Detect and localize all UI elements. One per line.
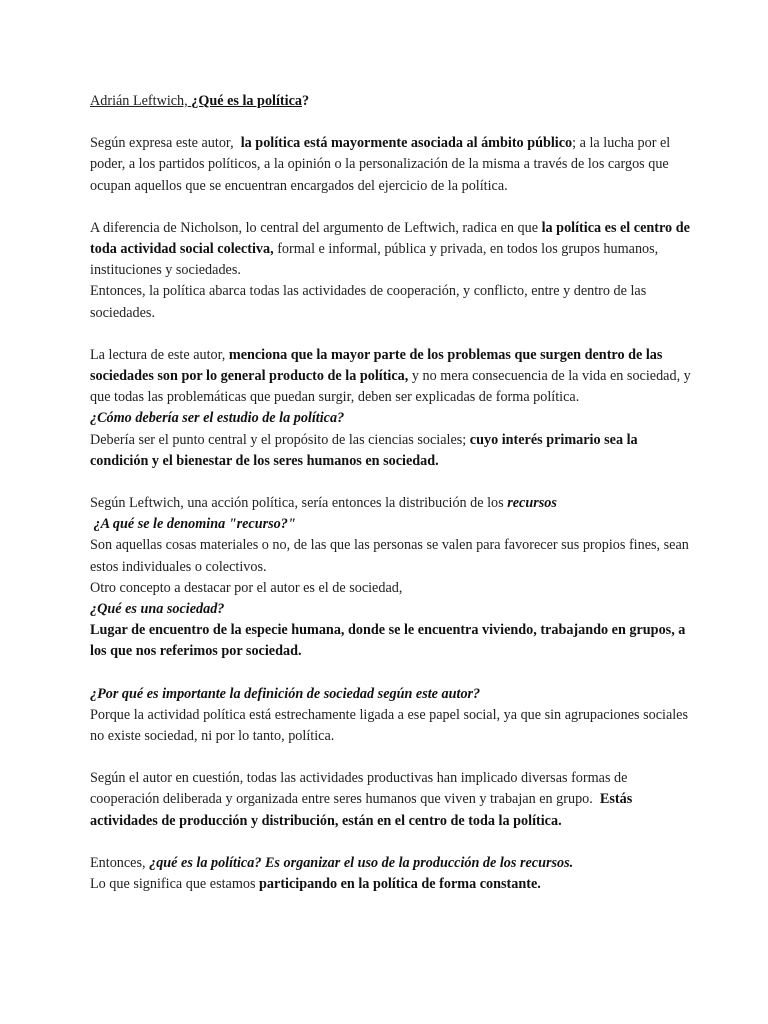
answer-2: Son aquellas cosas materiales o no, de las que las personas se valen para favorecer sus propios fines, sean estos individuales o colectivos. xyxy=(90,537,689,575)
paragraph-8: Entonces, ¿qué es la política? Es organizar el uso de la producción de los recursos. xyxy=(90,854,574,871)
question-4: ¿Por qué es importante la definición de sociedad según este autor? xyxy=(90,685,481,702)
question-2: ¿A qué se le denomina "recurso?" xyxy=(93,516,296,533)
answer-4: Porque la actividad política está estrechamente ligada a ese papel social, ya que sin agrupaciones sociales no existe sociedad, ni por lo tanto, política. xyxy=(90,706,689,745)
title-question: ¿Qué es la política xyxy=(191,93,302,109)
paragraph-7: Según el autor en cuestión, todas las actividades productivas han implicado diversas formas de cooperación deliberada y organizada entre seres humanos que viven y trabajan en grupo. Estás actividades de producción y distribución, están en el centro de toda la política. xyxy=(90,770,633,829)
paragraph-4: La lectura de este autor, menciona que la mayor parte de los problemas que surgen dentro de las sociedades son por lo general producto de la política, y no mera consecuencia de la vida en sociedad, y que todas las problemáticas que puedan surgir, deben ser explicadas de forma política. xyxy=(90,346,691,406)
document-body xyxy=(90,91,696,895)
answer-1: Debería ser el punto central y el propósito de las ciencias sociales; cuyo interés primario sea la condición y el bienestar de los seres humanos en sociedad. xyxy=(90,431,638,469)
paragraph-6: Otro concepto a destacar por el autor es el de sociedad, xyxy=(90,579,403,596)
paragraph-5: Según Leftwich, una acción política, sería entonces la distribución de los recursos xyxy=(90,495,557,512)
question-3: ¿Qué es una sociedad? xyxy=(90,601,225,618)
question-1: ¿Cómo debería ser el estudio de la política? xyxy=(90,410,345,427)
document-title xyxy=(90,91,696,112)
paragraph-1: Según expresa este autor, la política está mayormente asociada al ámbito público; a la lucha por el poder, a los partidos políticos, a la opinión o la personalización de la misma a través de los cargos que ocupan aquellos que se encuentran encargados del ejercicio de la política. xyxy=(90,135,671,194)
answer-3: Lugar de encuentro de la especie humana, donde se le encuentra viviendo, trabajando en grupos, a los que nos referimos por sociedad. xyxy=(90,622,686,660)
title-author: Adrián Leftwich, xyxy=(90,93,188,109)
paragraph-3: Entonces, la política abarca todas las actividades de cooperación, y conflicto, entre y dentro de las sociedades. xyxy=(90,283,647,321)
paragraph-2: A diferencia de Nicholson, lo central del argumento de Leftwich, radica en que la política es el centro de toda actividad social colectiva, formal e informal, pública y privada, en todos los grupos humanos, instituciones y sociedades. xyxy=(90,219,690,279)
title-question-end: ? xyxy=(302,93,310,109)
paragraph-9: Lo que significa que estamos participando en la política de forma constante. xyxy=(90,876,541,893)
